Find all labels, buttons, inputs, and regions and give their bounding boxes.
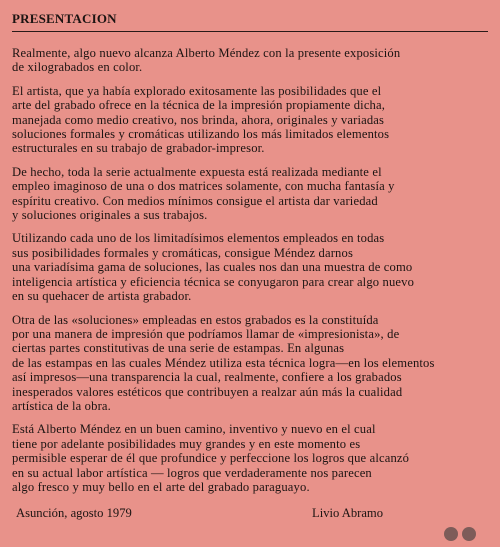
text-line: De hecho, toda la serie actualmente expuesta está realizada mediante el — [12, 164, 382, 179]
paragraph-1 — [12, 46, 488, 75]
body-text — [12, 46, 488, 494]
paragraph-2 — [12, 84, 488, 156]
text-line: tiene por adelante posibilidades muy grandes y en este momento es — [12, 436, 361, 451]
text-line: Utilizando cada uno de los limitadísimos elementos empleados en todas — [12, 231, 385, 246]
paragraph-4 — [12, 231, 488, 303]
text-line: una variadísima gama de soluciones, las cuales nos dan una muestra de como — [12, 260, 413, 275]
text-line: soluciones formales y cromáticas utilizando los más limitados elementos — [12, 127, 390, 142]
text-line: y soluciones originales a sus trabajos. — [12, 208, 208, 223]
watermark-dot-icon — [444, 527, 458, 541]
signature-block — [12, 506, 488, 524]
text-line: El artista, que ya había explorado exitosamente las posibilidades que el — [12, 83, 382, 98]
header-rule — [12, 9, 488, 32]
text-line: empleo imaginoso de una o dos matrices solamente, con mucha fantasía y — [12, 179, 395, 194]
text-line: Otra de las «soluciones» empleadas en estos grabados es la constituída — [12, 312, 379, 327]
text-line: algo fresco y muy bello en el arte del grabado paraguayo. — [12, 479, 310, 494]
text-line: sus posibilidades formales y cromáticas, consigue Méndez darnos — [12, 245, 354, 260]
text-line: artística de la obra. — [12, 398, 111, 413]
text-line: inteligencia artística y eficiencia técnica se conyugaron para crear algo nuevo — [12, 274, 415, 289]
text-line: en su quehacer de artista grabador. — [12, 289, 192, 304]
text-line: Realmente, algo nuevo alcanza Alberto Méndez con la presente exposición — [12, 46, 401, 60]
text-line: inesperados valores estéticos que contribuyen a realzar aún más la cualidad — [12, 384, 403, 399]
paragraph-6 — [12, 422, 488, 494]
page-title: PRESENTACION — [12, 11, 117, 26]
watermark-dot-icon — [462, 527, 476, 541]
watermark-logo — [444, 527, 494, 541]
text-line: de xilograbados en color. — [12, 60, 143, 75]
text-line: en su actual labor artística — logros que verdaderamente nos parecen — [12, 465, 372, 480]
paragraph-3 — [12, 165, 488, 223]
text-line: de las estampas en las cuales Méndez utiliza esta técnica logra—en los elementos — [12, 355, 435, 370]
author-name: Livio Abramo — [312, 506, 384, 521]
text-line: espíritu creativo. Con medios mínimos consigue el artista dar variedad — [12, 193, 378, 208]
text-line: estructurales en su trabajo de grabador-impresor. — [12, 141, 265, 156]
text-line: arte del grabado ofrece en la técnica de la impresión propiamente dicha, — [12, 98, 386, 113]
paragraph-5 — [12, 313, 488, 414]
text-line: permisible esperar de él que profundice y perfeccione los logros que alcanzó — [12, 451, 410, 466]
text-line: por una manera de impresión que podríamos llamar de «impresionista», de — [12, 326, 400, 341]
text-line: así impresos—una transparencia la cual, realmente, confiere a los grabados — [12, 370, 402, 385]
text-line: Está Alberto Méndez en un buen camino, inventivo y nuevo en el cual — [12, 422, 376, 437]
place-date: Asunción, agosto 1979 — [16, 506, 132, 521]
text-line: ciertas partes constitutivas de una serie de estampas. En algunas — [12, 341, 345, 356]
text-line: manejada como medio creativo, nos brinda, ahora, originales y variadas — [12, 112, 385, 127]
